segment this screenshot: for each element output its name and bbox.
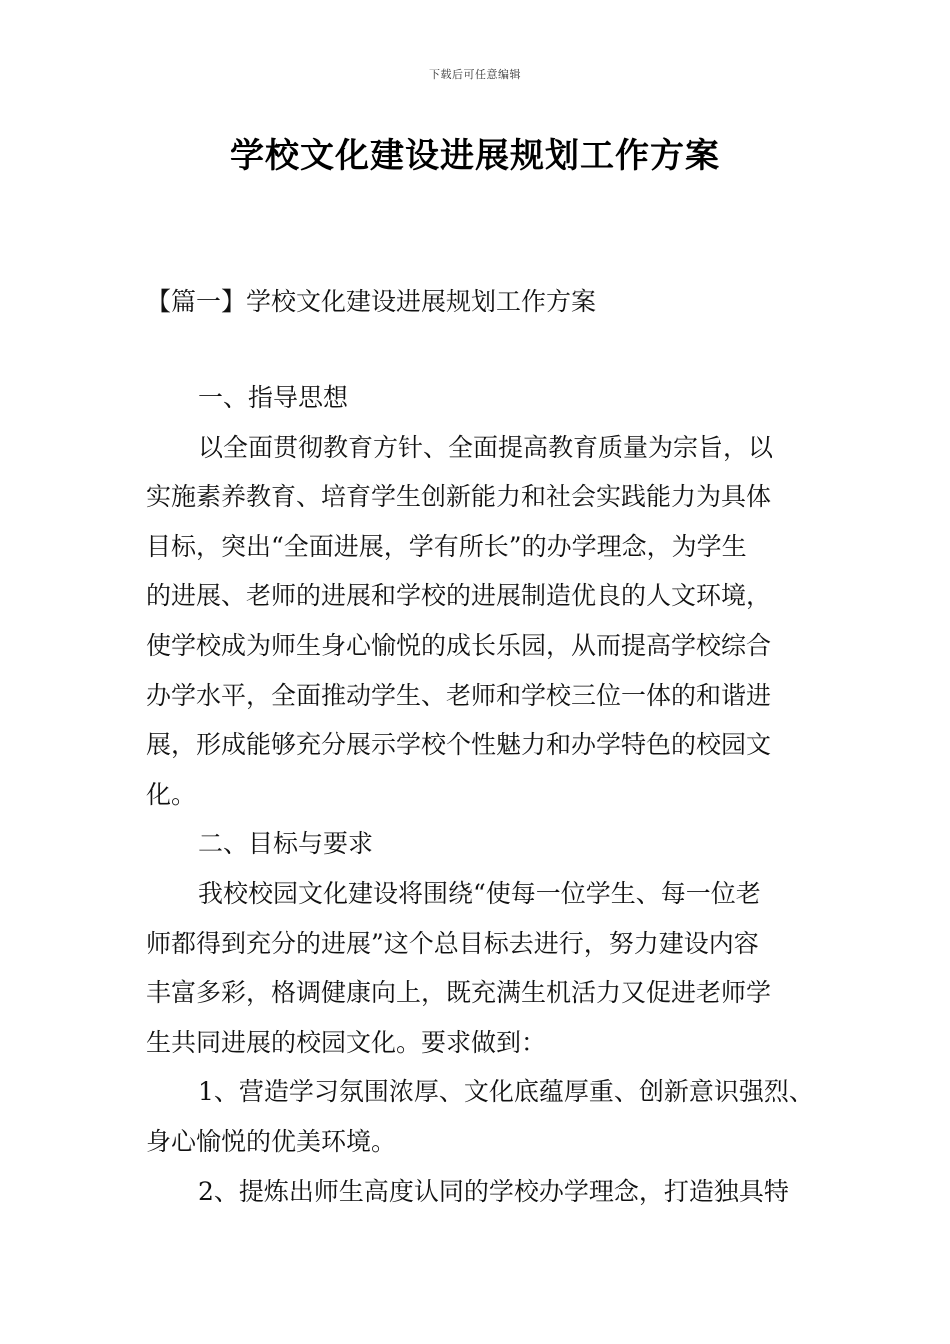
paragraph-line: 的进展、老师的进展和学校的进展制造优良的人文环境，	[146, 581, 772, 611]
paragraph-line: 实施素养教育、培育学生创新能力和社会实践能力为具体	[146, 482, 772, 512]
paragraph-line: 展，形成能够充分展示学校个性魅力和办学特色的校园文	[146, 730, 772, 760]
paragraph-line: 生共同进展的校园文化。要求做到：	[146, 1027, 547, 1057]
paragraph-line: 化。	[146, 779, 197, 809]
list-item-line: 2、提炼出师生高度认同的学校办学理念，打造独具特	[198, 1176, 789, 1206]
document-title: 学校文化建设进展规划工作方案	[230, 136, 720, 176]
paragraph-line: 目标，突出“全面进展，学有所长”的办学理念，为学生	[146, 531, 747, 561]
section-heading-guiding-ideology: 一、指导思想	[198, 383, 349, 412]
list-item-line: 1、营造学习氛围浓厚、文化底蕴厚重、创新意识强烈、	[198, 1077, 814, 1107]
paragraph-line: 我校校园文化建设将围绕“使每一位学生、每一位老	[198, 878, 761, 908]
paragraph-line: 办学水平，全面推动学生、老师和学校三位一体的和谐进	[146, 680, 772, 710]
page-header-note: 下载后可任意编辑	[429, 68, 521, 81]
paragraph-line: 使学校成为师生身心愉悦的成长乐园，从而提高学校综合	[146, 630, 772, 660]
paragraph-line: 师都得到充分的进展”这个总目标去进行，努力建设内容	[146, 928, 759, 958]
paragraph-line: 丰富多彩，格调健康向上，既充满生机活力又促进老师学	[146, 978, 772, 1008]
paragraph-line: 以全面贯彻教育方针、全面提高教育质量为宗旨，以	[198, 432, 774, 462]
section-heading-goals: 二、目标与要求	[198, 829, 374, 859]
document-body	[146, 373, 826, 1216]
list-item-line: 身心愉悦的优美环境。	[146, 1126, 397, 1156]
section-subheading: 【篇一】学校文化建设进展规划工作方案	[146, 287, 597, 316]
